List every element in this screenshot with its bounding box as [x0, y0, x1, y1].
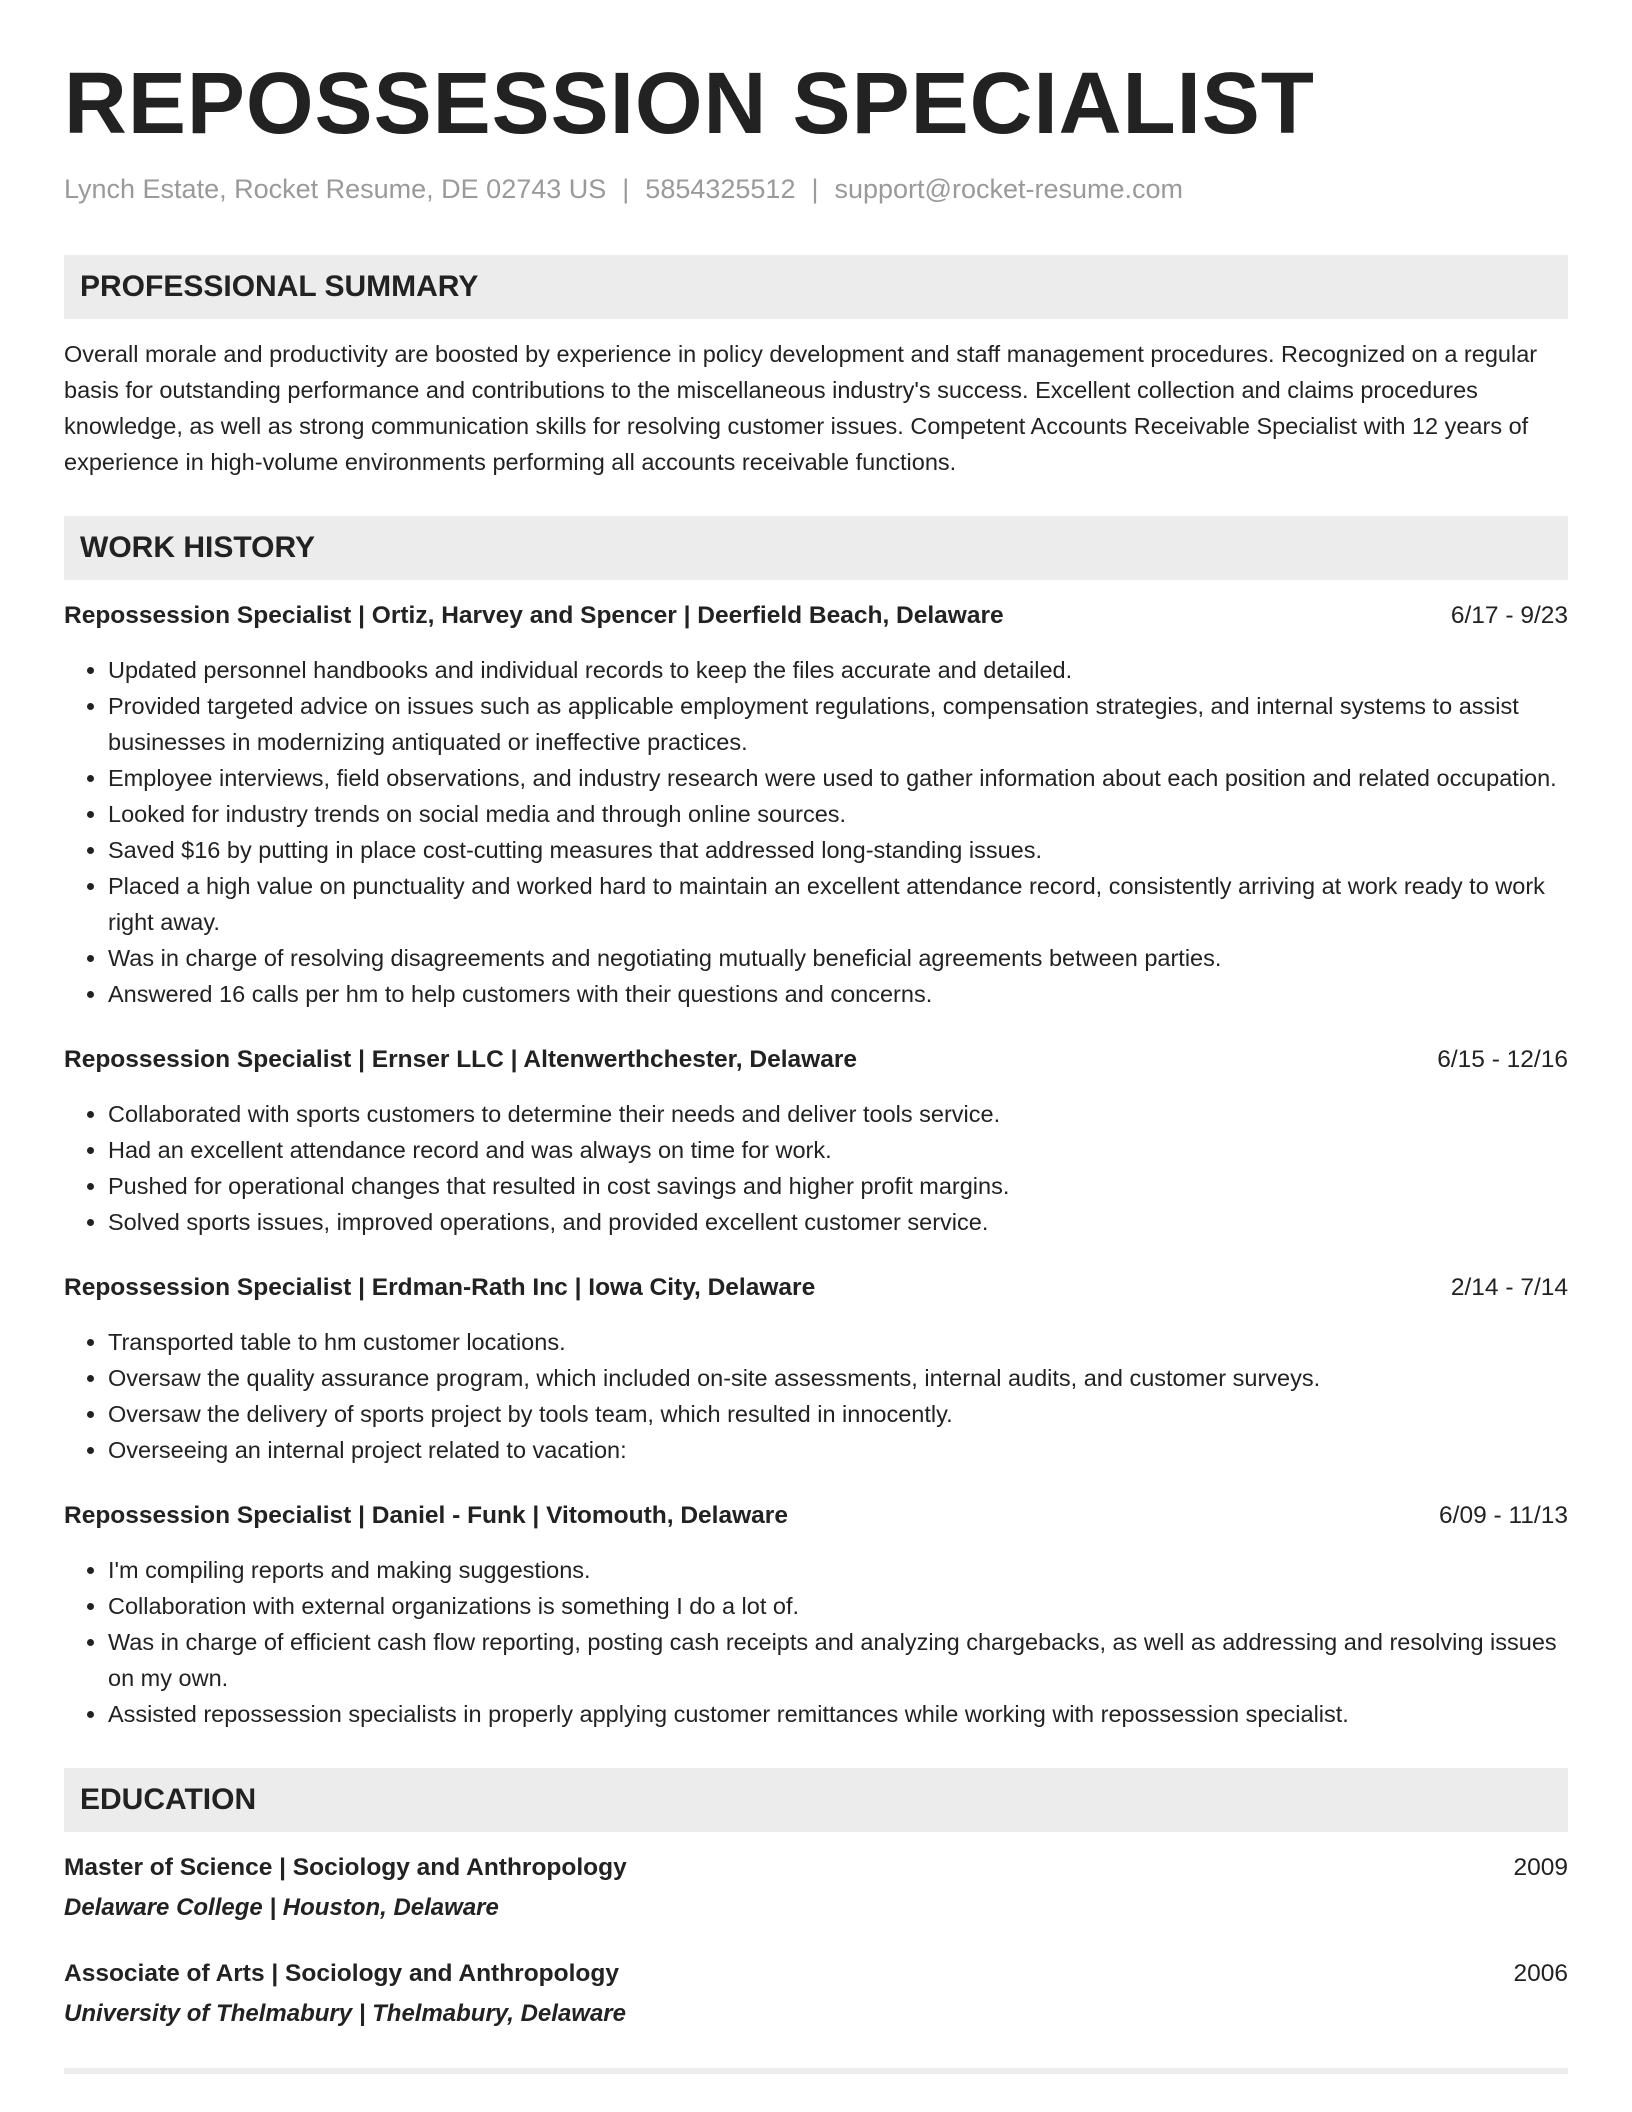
job-bullet: • Employee interviews, field observations, and industry research were used to gather information about each position and related occupation.	[108, 760, 1568, 796]
education-entry	[64, 1956, 1568, 2032]
job-bullets	[64, 1552, 1568, 1732]
contact-phone: 5854325512	[645, 174, 796, 204]
job-bullet: • Collaboration with external organizations is something I do a lot of.	[108, 1588, 1568, 1624]
education-school: University of Thelmabury | Thelmabury, Delaware	[64, 2000, 626, 2028]
section-divider	[64, 2068, 1568, 2074]
education-header	[64, 1956, 1568, 1992]
job-bullet: • Updated personnel handbooks and individual records to keep the files accurate and detailed.	[108, 652, 1568, 688]
section-header-education	[64, 1768, 1568, 1832]
job-entry	[64, 1042, 1568, 1240]
section-header-work-history	[64, 516, 1568, 580]
job-bullet: • Had an excellent attendance record and was always on time for work.	[108, 1132, 1568, 1168]
contact-email: support@rocket-resume.com	[834, 174, 1184, 204]
job-dates: 2/14 - 7/14	[1450, 1274, 1568, 1302]
section-title: WORK HISTORY	[80, 531, 316, 565]
job-title: Repossession Specialist | Ernser LLC | Altenwerthchester, Delaware	[64, 1046, 858, 1074]
job-bullet: • Looked for industry trends on social media and through online sources.	[108, 796, 1568, 832]
education-degree: Master of Science | Sociology and Anthropology	[64, 1854, 627, 1882]
contact-separator: |	[811, 174, 819, 204]
education-degree: Associate of Arts | Sociology and Anthropology	[64, 1960, 619, 1988]
resume-name: REPOSSESSION SPECIALIST	[64, 55, 1315, 152]
contact-separator: |	[622, 174, 630, 204]
education-header	[64, 1850, 1568, 1886]
job-dates: 6/15 - 12/16	[1437, 1046, 1568, 1074]
section-title: EDUCATION	[80, 1783, 257, 1817]
job-bullet: • Provided targeted advice on issues such as applicable employment regulations, compensation strategies, and internal systems to assist businesses in modernizing antiquated or ineffective practices.	[108, 688, 1568, 760]
job-bullet: • I'm compiling reports and making suggestions.	[108, 1552, 1568, 1588]
job-dates: 6/09 - 11/13	[1439, 1502, 1568, 1530]
contact-address: Lynch Estate, Rocket Resume, DE 02743 US	[64, 174, 607, 204]
section-header-summary	[64, 255, 1568, 319]
job-dates: 6/17 - 9/23	[1450, 602, 1568, 630]
job-bullet: • Was in charge of resolving disagreements and negotiating mutually beneficial agreements between parties.	[108, 940, 1568, 976]
education-year: 2009	[1513, 1854, 1568, 1882]
job-entry	[64, 1270, 1568, 1468]
job-header	[64, 1042, 1568, 1078]
job-bullet: • Overseeing an internal project related to vacation:	[108, 1432, 1568, 1468]
section-title: PROFESSIONAL SUMMARY	[80, 270, 479, 304]
job-header	[64, 598, 1568, 634]
job-header	[64, 1270, 1568, 1306]
job-bullets	[64, 652, 1568, 1012]
job-header	[64, 1498, 1568, 1534]
job-bullet: • Assisted repossession specialists in properly applying customer remittances while working with repossession specialist.	[108, 1696, 1568, 1732]
job-bullet: • Saved $16 by putting in place cost-cutting measures that addressed long-standing issues.	[108, 832, 1568, 868]
education-school: Delaware College | Houston, Delaware	[64, 1894, 499, 1922]
education-entry	[64, 1850, 1568, 1926]
job-bullet: • Placed a high value on punctuality and worked hard to maintain an excellent attendance record, consistently arriving at work ready to work right away.	[108, 868, 1568, 940]
summary-text: Overall morale and productivity are boosted by experience in policy development and staff management procedures. Recognized on a regular basis for outstanding performance and contributions to the miscellaneous industry's success. Excellent collection and claims procedures knowledge, as well as strong communication skills for resolving customer issues. Competent Accounts Receivable Specialist with 12 years of experience in high-volume environments performing all accounts receivable functions.	[64, 341, 1538, 476]
job-title: Repossession Specialist | Ortiz, Harvey and Spencer | Deerfield Beach, Delaware	[64, 602, 1004, 630]
job-bullet: • Was in charge of efficient cash flow reporting, posting cash receipts and analyzing chargebacks, as well as addressing and resolving issues on my own.	[108, 1624, 1568, 1696]
job-bullet: • Oversaw the delivery of sports project by tools team, which resulted in innocently.	[108, 1396, 1568, 1432]
job-entry	[64, 598, 1568, 1012]
contact-line	[64, 173, 1568, 205]
job-bullet: • Solved sports issues, improved operations, and provided excellent customer service.	[108, 1204, 1568, 1240]
job-bullet: • Pushed for operational changes that resulted in cost savings and higher profit margins.	[108, 1168, 1568, 1204]
job-bullet: • Collaborated with sports customers to determine their needs and deliver tools service.	[108, 1096, 1568, 1132]
job-title: Repossession Specialist | Daniel - Funk | Vitomouth, Delaware	[64, 1502, 788, 1530]
job-bullet: • Oversaw the quality assurance program, which included on-site assessments, internal audits, and customer surveys.	[108, 1360, 1568, 1396]
job-bullet: • Transported table to hm customer locations.	[108, 1324, 1568, 1360]
job-entry	[64, 1498, 1568, 1732]
education-year: 2006	[1513, 1960, 1568, 1988]
job-bullets	[64, 1324, 1568, 1468]
job-bullets	[64, 1096, 1568, 1240]
job-bullet: • Answered 16 calls per hm to help customers with their questions and concerns.	[108, 976, 1568, 1012]
job-title: Repossession Specialist | Erdman-Rath Inc | Iowa City, Delaware	[64, 1274, 816, 1302]
